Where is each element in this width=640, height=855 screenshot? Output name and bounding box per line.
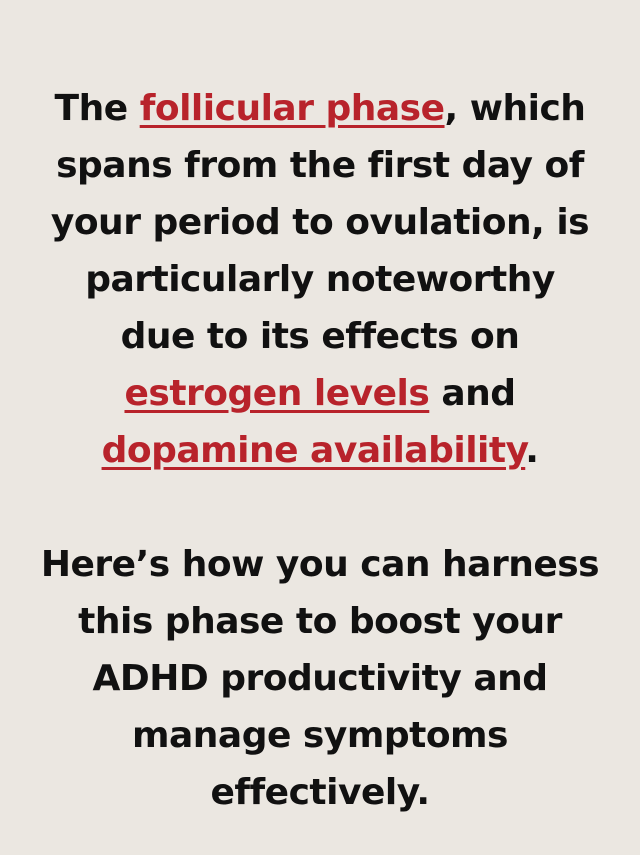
harness-line-3: ADHD productivity and xyxy=(92,658,548,699)
harness-line-2: this phase to boost your xyxy=(78,601,562,642)
follicular-phase-link[interactable]: follicular phase xyxy=(139,88,445,129)
harness-line-4: manage symptoms xyxy=(131,715,508,756)
harness-line-5: effectively. xyxy=(210,772,430,813)
intro-line-1 xyxy=(20,80,620,137)
intro-line-6 xyxy=(20,365,620,422)
estrogen-levels-link[interactable]: estrogen levels xyxy=(124,373,430,414)
harness-paragraph xyxy=(20,536,620,821)
intro-line-4: particularly noteworthy xyxy=(85,259,555,300)
intro-line-2: spans from the first day of xyxy=(56,145,584,186)
intro-line-7-end: . xyxy=(525,430,539,471)
intro-line-1-start: The xyxy=(54,88,140,129)
harness-line-1: Here’s how you can harness xyxy=(40,544,600,585)
dopamine-availability-link[interactable]: dopamine availability xyxy=(101,430,526,471)
intro-line-7 xyxy=(20,422,620,479)
intro-line-1-end: , which xyxy=(444,88,586,129)
intro-line-3: your period to ovulation, is xyxy=(50,202,590,243)
intro-line-5: due to its effects on xyxy=(120,316,520,357)
intro-line-6-end: and xyxy=(429,373,516,414)
intro-paragraph xyxy=(20,80,620,479)
